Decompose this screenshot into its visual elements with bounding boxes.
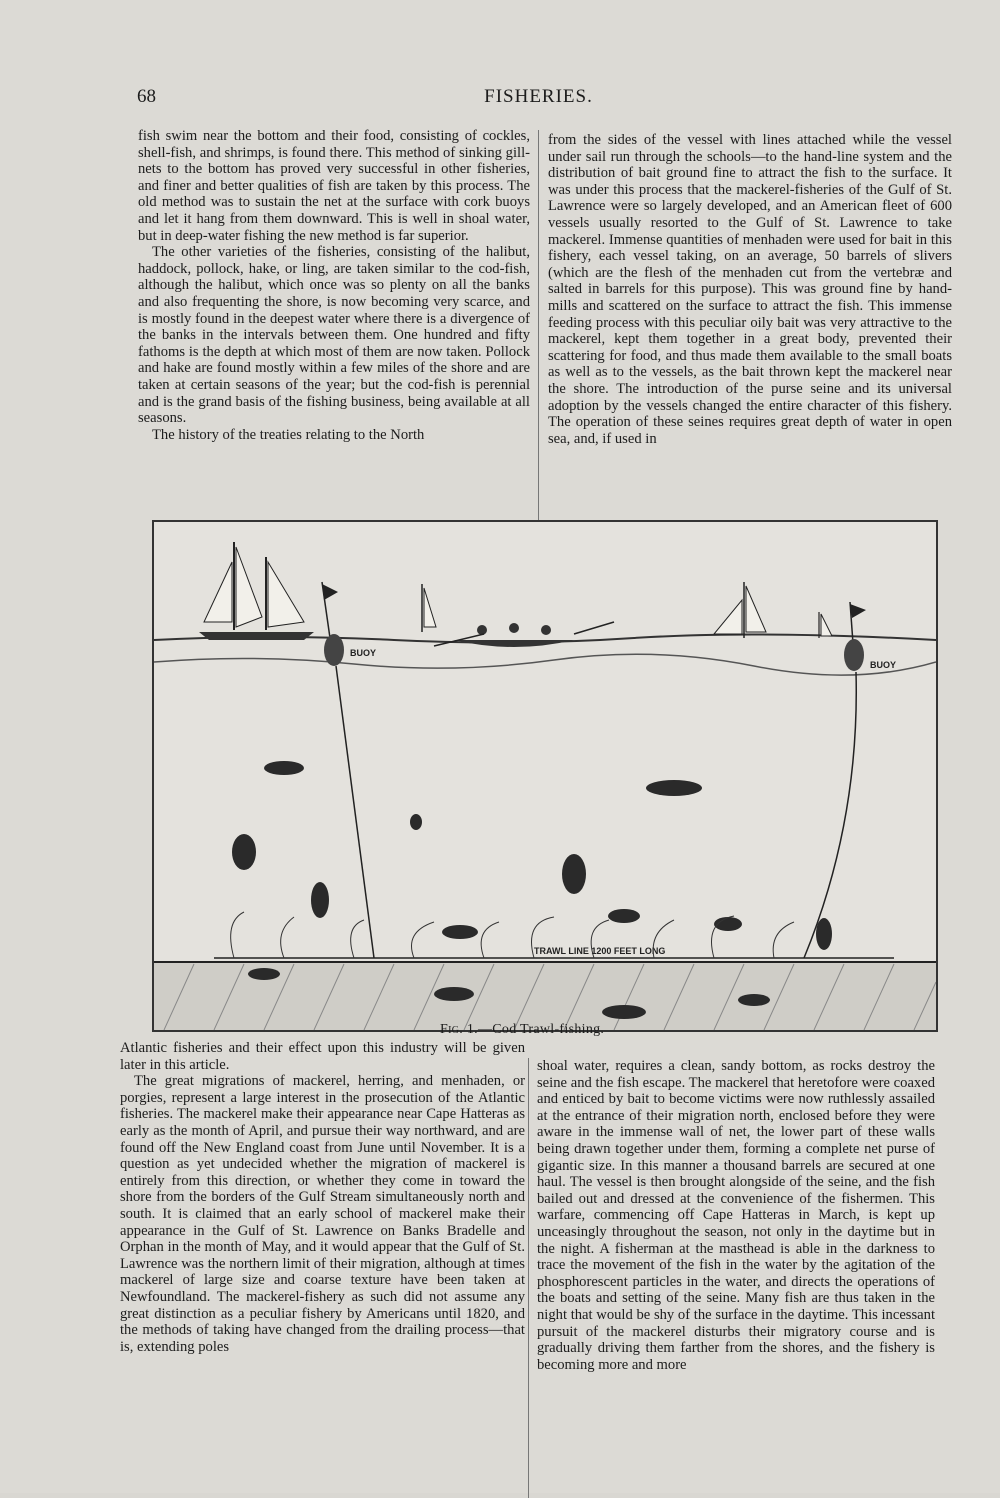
buoy-right-label: BUOY [870,660,897,670]
distant-sail-icon [422,584,436,632]
paragraph: from the sides of the vessel with lines attached while the vessel under sail run through the schools—to the hand-line system and the distribution of bait ground fine to attract the fish to the surface. It was under this process that the mackerel-fisheries of the Gulf of St. Lawrence were so largely developed, and an American fleet of 600 vessels usually resorted to the Gulf of St. Lawrence to take mackerel. Immense quantities of menhaden were used for bait in this fishery, each vessel taking, on an average, 50 barrels of slivers (which are the flesh of the menhaden cut from the vertebræ and salted in barrels for this purpose). This was ground fine by hand-mills and scattered on the surface to attract the fish. This immense feeding process with this peculiar oily bait was very attractive to the mackerel, kept them together in a great body, prevented their scattering for food, and thus made them available to the small boats as well as to the vessels, as the bait thrown kept the mackerel near the shore. The introduction of the purse seine and its universal adoption by the vessels changed the entire character of this fishery. The operation of these seines requires great depth of water in open sea, and, if used in [548,132,952,447]
cod-trawl-figure [152,520,938,1032]
page-number: 68 [137,86,156,107]
page-header [137,86,940,112]
column-rule-bottom [528,1058,529,1498]
column-rule-top [538,130,539,520]
running-title: FISHERIES. [484,86,593,107]
column-top-left [138,128,530,443]
paragraph: The great migrations of mackerel, herring, and menhaden, or porgies, represent a large interest in the prosecution of the Atlantic fisheries. The mackerel make their appearance near Cape Hatteras as early as the month of April, and pursue their way northward, and are found off the New England coast from June until November. It is a question as yet undecided whether the migration of mackerel is entirely from this direction, or whether they come in toward the shore from the borders of the Gulf Stream simultaneously north and south. It is claimed that an early school of mackerel make their appearance in the Gulf of St. Lawrence on Banks Bradelle and Orphan in the month of May, and it would appear that the Gulf of St. Lawrence was the northern limit of their migration, although at times mackerel of large size and coarse texture have been taken at Newfoundland. The mackerel-fishery as such did not assume any great distinction as a peculiar fishery by Americans until 1820, and the methods of taking have changed from the drailing process—that is, extending poles [120,1073,525,1355]
column-bottom-right [537,1058,935,1373]
column-bottom-left [120,1040,525,1355]
buoy-left-label: BUOY [350,648,377,658]
figure-caption-text: —Cod Trawl-fishing. [477,1022,605,1037]
figure-caption-label: Fig. 1. [440,1022,478,1037]
cod-trawl-illustration [154,522,936,1030]
paragraph: shoal water, requires a clean, sandy bottom, as rocks destroy the seine and the fish escape. The mackerel that heretofore were coaxed and enticed by bait to become victims were now ruthlessly assailed at the entrance of their migration north, enclosed before they were aware in the immense wall of net, the lower part of these walls being drawn together under them, forming a complete net purse of gigantic size. In this manner a thousand barrels are secured at one haul. The vessel is then brought alongside of the seine, and the fish bailed out and dressed at the convenience of the fishermen. This warfare, commencing off Cape Hatteras in March, is kept up unceasingly throughout the season, not only in the daytime but in the night. A fisherman at the masthead is able in the darkness to trace the movement of the fish in the water by the agitation of the phosphorescent particles in the water, and directs the operations of the boats and setting of the seine. Many fish are thus taken in the night that would be shy of the surface in the daytime. This incessant pursuit of the mackerel disturbs their migratory course and is gradually driving them farther from the shores, and the fishery is becoming more and more [537,1058,935,1373]
schooner-icon [199,542,314,640]
distant-ships-icon [714,582,832,638]
paragraph: The history of the treaties relating to the North [152,426,425,443]
paragraph: fish swim near the bottom and their food, consisting of cockles, shell-fish, and shrimps, is found there. This method of sinking gill-nets to the bottom has proved very successful in other fisheries, and finer and better qualities of fish are taken by this process. The old method was to sustain the net at the surface with cork buoys and let it hang from them downward. This is well in shoal water, but in deep-water fishing the new method is far superior. [138,128,530,244]
paragraph: Atlantic fisheries and their effect upon this industry will be given later in this article. [120,1040,525,1073]
column-top-right [548,132,952,447]
trawl-line-label: TRAWL LINE 1200 FEET LONG [534,946,666,956]
figure-caption [440,1022,604,1038]
paragraph: The other varieties of the fisheries, consisting of the halibut, haddock, pollock, hake, or ling, are taken similar to the cod-fish, although the halibut, which once was so plenty on all the banks and also frequenting the shore, is now becoming very scarce, and is mostly found in the deepest water where there is a divergence of the banks in the intervals between them. One hundred and fifty fathoms is the depth at which most of them are now taken. Pollock and hake are found mostly within a few miles of the shore and are taken at certain seasons of the year; but the cod-fish is perennial and is the grand basis of the fishing business, being available at all seasons. [138,244,530,427]
buoy-left-icon [322,582,376,666]
